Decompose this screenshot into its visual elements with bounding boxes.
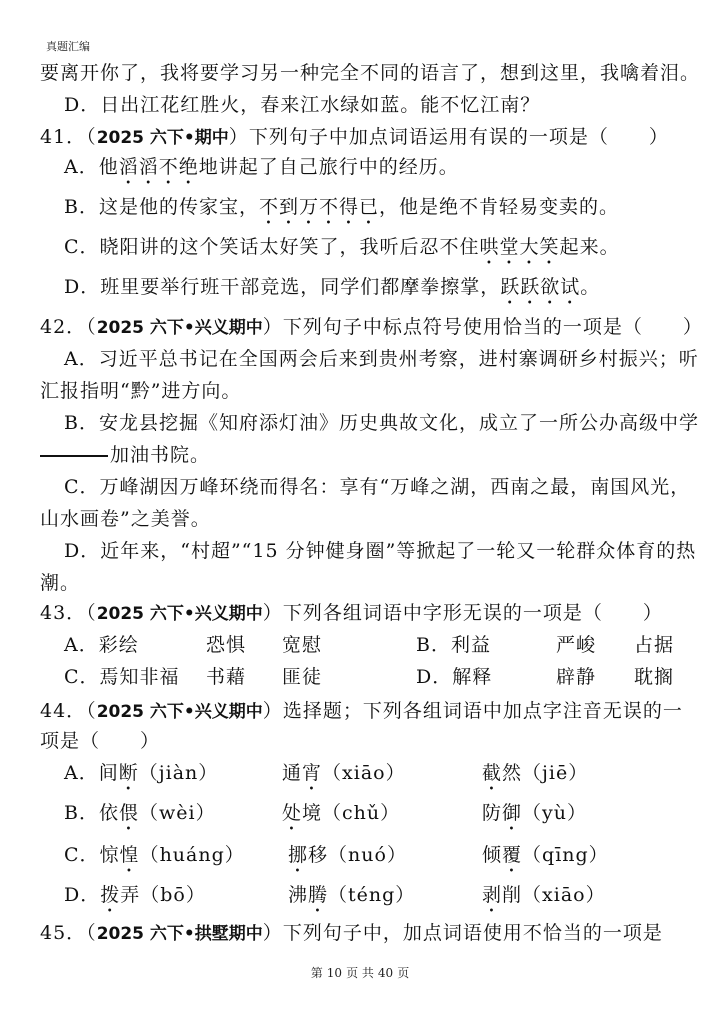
question-source: 2025 六下•兴义期中 [96,604,263,624]
page-footer: 第 10 页 共 40 页 [310,966,410,980]
q43-word: D．解释 [416,666,493,688]
q44-item: 截然（jiē） [482,762,589,784]
q44-item: A．间断（jiàn） [64,762,219,784]
header-tag: 真题汇编 [46,40,90,53]
question-44-stem: 44．（2025 六下•兴义期中）选择题；下列各组词语中加点字注音无误的一 [40,700,683,722]
q44-item: 防御（yù） [482,802,588,824]
prev-option-d: D．日出江花红胜火，春来江水绿如蓝。能不忆江南？ [64,94,541,116]
dotted-word: 不到万不得已 [258,196,379,218]
q42-option-a: A．习近平总书记在全国两会后来到贵州考察，进村寨调研乡村振兴；听 [64,348,699,370]
q43-word: 辟静 [556,666,597,688]
q44-item: 挪移（nuó） [288,844,407,866]
q44-item: B．依偎（wèi） [64,802,216,824]
continuation-line: 要离开你了，我将要学习另一种完全不同的语言了，想到这里，我噙着泪。 [40,62,701,84]
question-source: 2025 六下•兴义期中 [96,318,263,338]
q42-option-c-cont: 山水画卷”之美誉。 [40,508,211,530]
question-44-stem-cont: 项是（ ） [40,730,161,752]
q43-word: 书藉 [206,666,247,688]
dotted-char: 宵 [302,762,323,784]
page-number: 10 [326,966,343,980]
q44-item: 通宵（xiāo） [282,762,406,784]
q41-option-d: D．班里要举行班干部竞选，同学们都摩拳擦掌，跃跃欲试。 [64,276,601,298]
q44-item: C．惊惶（huáng） [64,844,245,866]
dotted-char: 腾 [308,884,329,906]
q44-item: 沸腾（téng） [288,884,416,906]
q44-item: 剥削（xiāo） [482,884,606,906]
question-43-stem: 43．（2025 六下•兴义期中）下列各组词语中字形无误的一项是（ ） [40,602,663,624]
dotted-char: 处 [282,802,303,824]
dotted-char: 断 [118,762,139,784]
q44-item: 处境（chǔ） [282,802,401,824]
q42-option-b: B．安龙县挖掘《知府添灯油》历史典故文化，成立了一所公办高级中学 [64,412,699,434]
q41-option-b: B．这是他的传家宝，不到万不得已，他是绝不肯轻易变卖的。 [64,196,619,218]
question-source: 2025 六下•期中 [96,128,229,148]
q43-word: 匪徒 [282,666,323,688]
question-45-stem: 45．（2025 六下•拱墅期中）下列句子中，加点词语使用不恰当的一项是 [40,922,663,944]
q42-option-c: C．万峰湖因万峰环绕而得名：享有“万峰之湖，西南之最，南国风光， [64,476,691,498]
question-42-stem: 42．（2025 六下•兴义期中）下列句子中标点符号使用恰当的一项是（ ） [40,316,703,338]
q43-word: B．利益 [416,634,491,656]
dotted-char: 拨 [100,884,121,906]
q43-word: 恐惧 [206,634,247,656]
dotted-char: 挪 [288,844,309,866]
question-41-stem: 41．（2025 六下•期中）下列句子中加点词语运用有误的一项是（ ） [40,126,669,148]
dotted-word: 跃跃欲试 [500,276,581,298]
dotted-char: 惶 [119,844,140,866]
q44-item: 倾覆（qīng） [482,844,609,866]
q41-option-c: C．晓阳讲的这个笑话太好笑了，我听后忍不住哄堂大笑起来。 [64,236,620,258]
dotted-char: 偎 [118,802,139,824]
q42-option-a-cont: 汇报指明“黔”进方向。 [40,380,242,402]
q43-word: 严峻 [556,634,597,656]
q44-item: D．拨弄（bō） [64,884,206,906]
dotted-char: 覆 [502,844,523,866]
page-total: 40 [377,966,394,980]
q42-option-d: D．近年来，“村超”“15 分钟健身圈”等掀起了一轮又一轮群众体育的热 [64,540,697,562]
dash-mark [40,455,108,457]
q43-word: A．彩绘 [64,634,139,656]
q41-option-a: A．他滔滔不绝地讲起了自己旅行中的经历。 [64,156,459,178]
q43-word: C．焉知非福 [64,666,180,688]
q43-word: 宽慰 [282,634,323,656]
dotted-char: 御 [502,802,523,824]
question-source: 2025 六下•拱墅期中 [96,924,263,944]
q42-option-d-cont: 潮。 [40,572,81,594]
q42-option-b-cont: 加油书院。 [40,440,210,467]
dotted-char: 截 [482,762,503,784]
dotted-word: 哄堂大笑 [479,236,560,258]
dotted-char: 剥 [482,884,503,906]
q43-word: 占据 [634,634,675,656]
question-source: 2025 六下•兴义期中 [96,702,263,722]
q43-word: 耽搁 [634,666,675,688]
dotted-word: 滔滔不绝 [118,156,199,178]
